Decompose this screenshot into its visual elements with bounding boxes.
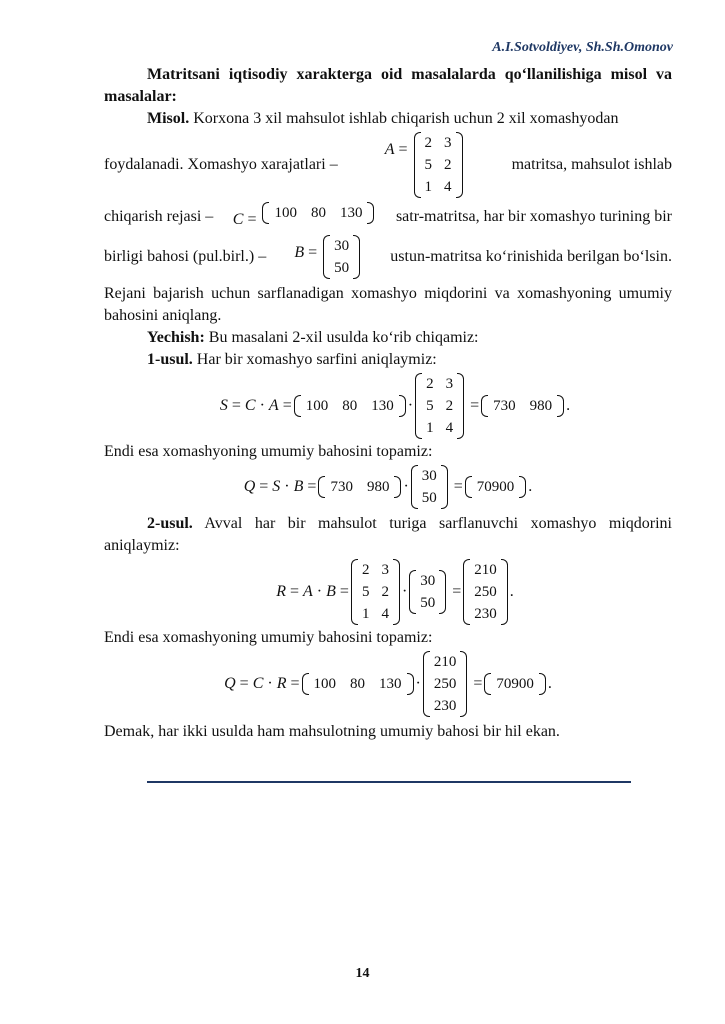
matrix-b-cell: 30 bbox=[421, 468, 437, 484]
example-line-2: foydalanadi. Xomashyo xarajatlari – A = 2 3 5 2 1 4 matritsa, mahsulot ishlab bbox=[104, 132, 672, 198]
matrix-b-cell: 50 bbox=[420, 595, 436, 611]
equation-S: S = C · A = 100 80 130 · 2 3 5 2 1 4 = 730 980 . bbox=[118, 373, 672, 439]
equation-R: R = A · B = 2 3 5 2 1 4 · 30 50 = 210 250 230 . bbox=[118, 559, 672, 625]
matrix-c-cell: 80 bbox=[310, 205, 326, 221]
matrix-B-definition: B = 30 50 bbox=[294, 235, 362, 279]
matrix-c-cell: 130 bbox=[371, 398, 394, 414]
matrix-A-eq1 bbox=[415, 373, 464, 439]
matrix-c-cell: 100 bbox=[305, 398, 329, 414]
matrix-S bbox=[481, 395, 564, 417]
matrix-C bbox=[262, 202, 374, 224]
total-text-2: Endi esa xomashyoning umumiy bahosini topamiz: bbox=[104, 629, 433, 646]
matrix-Q2: 70900 bbox=[484, 673, 546, 695]
matrix-a-cell: 2 bbox=[426, 376, 434, 392]
matrix-C-eq1 bbox=[294, 395, 406, 417]
running-header: A.I.Sotvoldiyev, Sh.Sh.Omonov bbox=[492, 40, 673, 55]
matrix-a-cell: 2 bbox=[381, 584, 389, 600]
matrix-B-eq3 bbox=[409, 570, 446, 614]
conclusion: Demak, har ikki usulda ham mahsulotning umumiy bahosi bir hil ekan. bbox=[104, 723, 560, 740]
matrix-a-cell: 2 bbox=[361, 562, 370, 578]
matrix-Q1: 70900 bbox=[465, 476, 527, 498]
equation-Q1: Q = S · B = 730 980 · 30 50 = 70900 . bbox=[104, 465, 672, 509]
matrix-a-cell: 5 bbox=[424, 157, 433, 173]
matrix-c-cell: 130 bbox=[339, 205, 363, 221]
matrix-r-cell: 230 bbox=[433, 698, 457, 714]
matrix-a-cell: 2 bbox=[424, 135, 433, 151]
matrix-a-cell: 3 bbox=[444, 135, 452, 151]
matrix-a-cell: 3 bbox=[381, 562, 389, 578]
matrix-C-eq4 bbox=[302, 673, 414, 695]
matrix-c-cell: 80 bbox=[342, 398, 358, 414]
matrix-r-cell: 210 bbox=[474, 562, 497, 578]
matrix-a-cell: 2 bbox=[445, 398, 454, 414]
matrix-a-cell: 4 bbox=[381, 606, 389, 622]
matrix-s-cell: 980 bbox=[366, 479, 390, 495]
matrix-S-eq2 bbox=[318, 476, 401, 498]
matrix-b-cell: 50 bbox=[421, 490, 437, 506]
matrix-c-cell: 100 bbox=[313, 676, 337, 692]
matrix-c-cell: 100 bbox=[274, 205, 297, 221]
method-1-intro: 1-usul. Har bir xomashyo sarfini aniqlaymiz: bbox=[147, 351, 437, 368]
matrix-s-cell: 980 bbox=[529, 398, 553, 414]
matrix-R-eq4 bbox=[423, 651, 468, 717]
matrix-c-cell: 80 bbox=[350, 676, 366, 692]
matrix-a-cell: 3 bbox=[445, 376, 454, 392]
matrix-A-eq3 bbox=[351, 559, 400, 625]
example-line-1: Misol. Korxona 3 xil mahsulot ishlab chiqarish uchun 2 xil xomashyodan bbox=[147, 110, 619, 127]
matrix-a-cell: 1 bbox=[424, 179, 433, 195]
matrix-B-eq2 bbox=[411, 465, 448, 509]
method-2-intro: 2-usul. Avval har bir mahsulot turiga sarflanuvchi xomashyo miqdorini aniqlaymiz: bbox=[104, 515, 672, 554]
example-line-3: chiqarish rejasi – C = 100 80 130 satr-matritsa, har bir xomashyo turining bir bbox=[104, 202, 672, 231]
total-text-1: Endi esa xomashyoning umumiy bahosini topamiz: bbox=[104, 443, 433, 460]
matrix-a-cell: 5 bbox=[426, 398, 434, 414]
example-line-5: Rejani bajarish uchun sarflanadigan xomashyo miqdorini va xomashyoning umumiy bahosini aniqlang. bbox=[104, 285, 672, 324]
matrix-B bbox=[323, 235, 360, 279]
page-number: 14 bbox=[355, 966, 370, 981]
matrix-r-cell: 210 bbox=[433, 654, 457, 670]
matrix-C-definition: C = 100 80 130 bbox=[233, 202, 377, 231]
matrix-s-cell: 730 bbox=[330, 479, 353, 495]
matrix-a-cell: 1 bbox=[361, 606, 370, 622]
matrix-a-cell: 2 bbox=[444, 157, 452, 173]
matrix-r-cell: 250 bbox=[474, 584, 497, 600]
matrix-s-cell: 730 bbox=[493, 398, 516, 414]
divider-line bbox=[147, 781, 631, 783]
matrix-R bbox=[463, 559, 508, 625]
matrix-b-cell: 50 bbox=[334, 260, 350, 276]
matrix-b-cell: 30 bbox=[334, 238, 350, 254]
solution-intro: Yechish: Bu masalani 2-xil usulda ko‘rib chiqamiz: bbox=[147, 329, 479, 346]
equation-Q2: Q = C · R = 100 80 130 · 210 250 230 = 70900 . bbox=[104, 651, 672, 717]
matrix-b-cell: 30 bbox=[420, 573, 436, 589]
matrix-a-cell: 4 bbox=[445, 420, 454, 436]
matrix-r-cell: 250 bbox=[433, 676, 457, 692]
section-title: Matritsani iqtisodiy xarakterga oid masalalarda qo‘llanilishiga misol va masalalar: bbox=[104, 66, 672, 105]
matrix-c-cell: 130 bbox=[379, 676, 402, 692]
matrix-A bbox=[414, 132, 463, 198]
matrix-a-cell: 5 bbox=[361, 584, 370, 600]
matrix-r-cell: 230 bbox=[474, 606, 497, 622]
example-line-4: birligi bahosi (pul.birl.) – B = 30 50 ustun-matritsa ko‘rinishida berilgan bo‘lsin. bbox=[104, 235, 672, 279]
matrix-a-cell: 1 bbox=[426, 420, 434, 436]
matrix-a-cell: 4 bbox=[444, 179, 452, 195]
document-body bbox=[104, 64, 672, 743]
matrix-A-definition: A = 2 3 5 2 1 4 bbox=[385, 132, 465, 198]
